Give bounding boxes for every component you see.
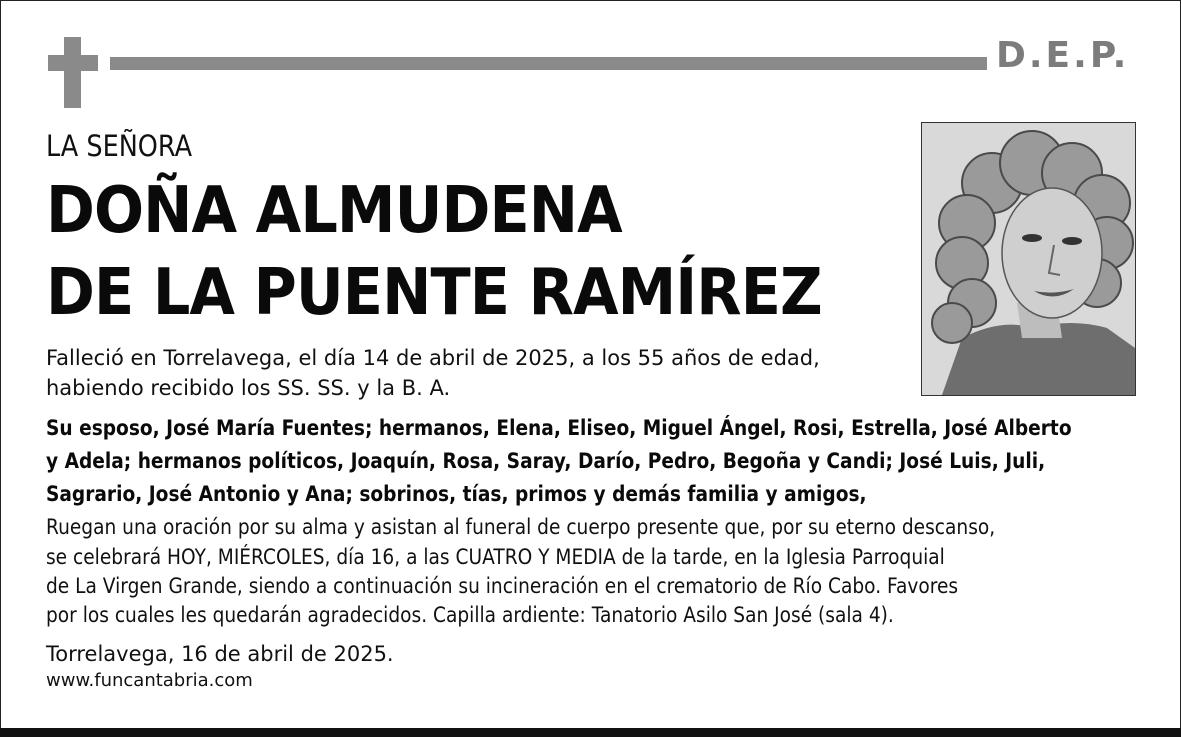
portrait-photo-icon xyxy=(922,123,1135,395)
request-line-4: por los cuales les quedarán agradecidos. Capilla ardiente: Tanatorio Asilo San José (sala 4). xyxy=(46,603,894,627)
bottom-border xyxy=(0,728,1181,737)
family-line-1: Su esposo, José María Fuentes; hermanos, Elena, Eliseo, Miguel Ángel, Rosi, Estrella, José Alberto xyxy=(46,416,1072,440)
request-line-1: Ruegan una oración por su alma y asistan al funeral de cuerpo presente que, por su eterno descanso, xyxy=(46,515,996,539)
place-date: Torrelavega, 16 de abril de 2025. xyxy=(46,642,394,666)
death-notice-line-1: Falleció en Torrelavega, el día 14 de abril de 2025, a los 55 años de edad, xyxy=(46,346,820,370)
death-notice-line-2: habiendo recibido los SS. SS. y la B. A. xyxy=(46,376,451,400)
deceased-name-line2: DE LA PUENTE RAMÍREZ xyxy=(46,256,822,330)
family-line-3: Sagrario, José Antonio y Ana; sobrinos, tías, primos y demás familia y amigos, xyxy=(46,482,867,506)
family-line-2: y Adela; hermanos políticos, Joaquín, Rosa, Saray, Darío, Pedro, Begoña y Candi; José Luis, Juli, xyxy=(46,449,1046,473)
request-line-3: de La Virgen Grande, siendo a continuación su incineración en el crematorio de Río Cabo. Favores xyxy=(46,574,959,598)
portrait-photo xyxy=(921,122,1136,396)
website-link[interactable]: www.funcantabria.com xyxy=(46,670,253,691)
dep-initials: D.E.P. xyxy=(996,35,1130,76)
cross-icon-bar xyxy=(48,55,98,71)
cross-icon xyxy=(64,37,81,108)
header-rule xyxy=(110,57,987,70)
request-line-2: se celebrará HOY, MIÉRCOLES, día 16, a las CUATRO Y MEDIA de la tarde, en la Iglesia Parroquial xyxy=(46,545,945,569)
deceased-title: LA SEÑORA xyxy=(46,129,193,163)
deceased-name-line1: DOÑA ALMUDENA xyxy=(46,174,622,248)
